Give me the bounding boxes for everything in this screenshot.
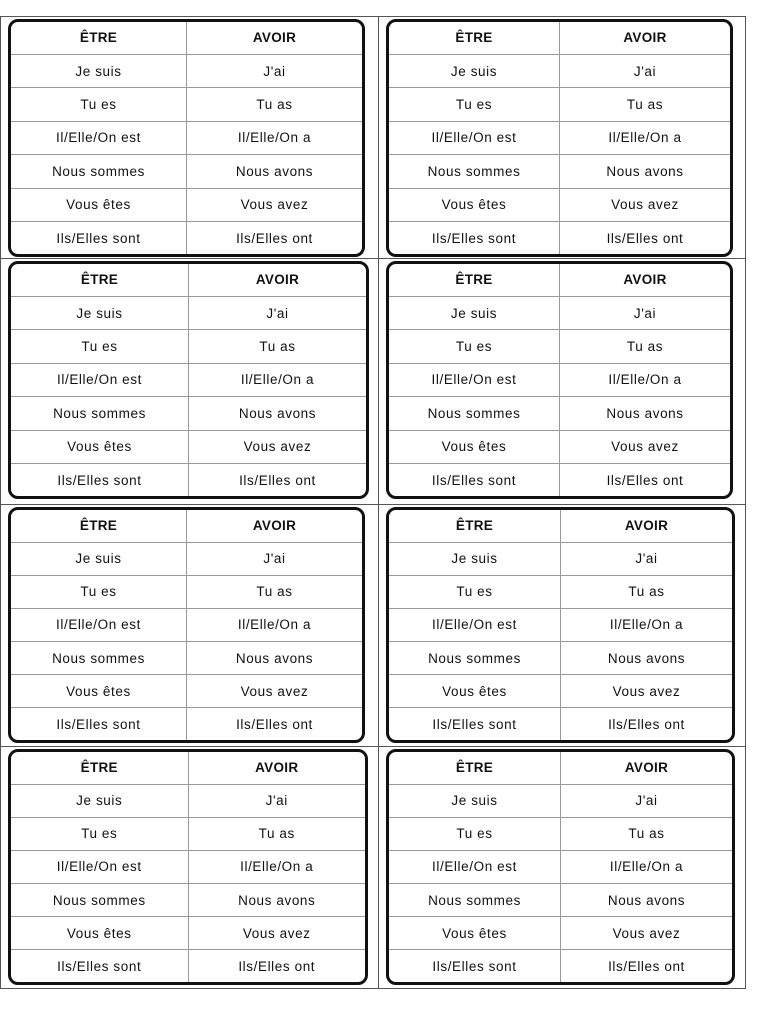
conjugation-table — [389, 264, 730, 496]
table-row — [11, 330, 366, 363]
etre-form: Nous sommes — [389, 884, 561, 917]
table-header-row — [389, 264, 730, 296]
avoir-form: Tu as — [561, 575, 733, 608]
avoir-form: J'ai — [188, 784, 365, 817]
conjugation-card — [8, 261, 369, 499]
etre-form: Vous êtes — [11, 430, 189, 463]
avoir-form: Vous avez — [189, 430, 367, 463]
conjugation-table — [11, 510, 362, 740]
table-row — [389, 575, 732, 608]
table-row — [11, 188, 362, 221]
etre-form: Ils/Elles sont — [389, 950, 561, 982]
etre-form: Il/Elle/On est — [11, 850, 188, 883]
table-row — [389, 363, 730, 396]
table-row — [389, 784, 732, 817]
conjugation-table — [389, 510, 732, 740]
avoir-form: Il/Elle/On a — [561, 608, 733, 641]
avoir-form: Il/Elle/On a — [560, 363, 731, 396]
etre-form: Il/Elle/On est — [389, 121, 560, 154]
etre-form: Vous êtes — [389, 188, 560, 221]
table-row — [389, 675, 732, 708]
table-row — [11, 784, 365, 817]
etre-form: Nous sommes — [389, 397, 560, 430]
table-row — [11, 675, 362, 708]
avoir-form: Tu as — [187, 88, 363, 121]
header-etre: ÊTRE — [389, 264, 560, 296]
header-avoir: AVOIR — [189, 264, 367, 296]
table-header-row — [11, 752, 365, 784]
etre-form: Il/Elle/On est — [11, 363, 189, 396]
avoir-form: Vous avez — [560, 430, 731, 463]
header-avoir: AVOIR — [187, 510, 363, 542]
table-row — [389, 188, 730, 221]
table-row — [11, 884, 365, 917]
table-row — [389, 222, 730, 254]
etre-form: Je suis — [389, 542, 561, 575]
etre-form: Je suis — [389, 784, 561, 817]
avoir-form: Ils/Elles ont — [236, 230, 313, 246]
avoir-form: Nous avons — [187, 155, 363, 188]
table-row — [389, 708, 732, 740]
etre-form: Nous sommes — [11, 397, 189, 430]
header-avoir: AVOIR — [561, 510, 733, 542]
conjugation-table — [389, 22, 730, 254]
etre-form: Tu es — [11, 575, 187, 608]
header-avoir: AVOIR — [187, 22, 363, 54]
conjugation-card — [386, 19, 733, 257]
avoir-form: Il/Elle/On a — [560, 121, 731, 154]
avoir-form: Il/Elle/On a — [187, 121, 363, 154]
conjugation-card — [386, 507, 735, 743]
table-row — [11, 88, 362, 121]
etre-form: Ils/Elles sont — [11, 708, 187, 740]
avoir-form: Ils/Elles ont — [606, 472, 684, 488]
avoir-form: Il/Elle/On a — [187, 608, 363, 641]
avoir-form: J'ai — [187, 542, 363, 575]
table-row — [389, 917, 732, 950]
header-etre: ÊTRE — [11, 510, 187, 542]
etre-form: Il/Elle/On est — [389, 608, 561, 641]
table-header-row — [389, 22, 730, 54]
etre-form: Tu es — [389, 330, 560, 363]
avoir-form: J'ai — [561, 542, 733, 575]
etre-form: Ils/Elles sont — [11, 464, 189, 496]
table-row — [11, 121, 362, 154]
etre-form: Tu es — [11, 330, 189, 363]
conjugation-table — [11, 22, 362, 254]
etre-form: Ils/Elles sont — [389, 464, 560, 496]
table-row — [389, 296, 730, 329]
header-avoir: AVOIR — [561, 752, 733, 784]
table-header-row — [389, 510, 732, 542]
etre-form: Ils/Elles sont — [389, 708, 561, 740]
avoir-form: Vous avez — [187, 188, 363, 221]
avoir-form: Nous avons — [561, 642, 733, 675]
table-row — [389, 397, 730, 430]
avoir-form: Nous avons — [189, 397, 367, 430]
etre-form: Tu es — [389, 88, 560, 121]
cut-line — [0, 988, 746, 989]
table-row — [11, 608, 362, 641]
table-row — [11, 464, 366, 496]
table-row — [11, 222, 362, 254]
avoir-form: Nous avons — [561, 884, 733, 917]
etre-form: Tu es — [389, 817, 561, 850]
cut-line — [0, 16, 1, 988]
avoir-form: Tu as — [188, 817, 365, 850]
header-etre: ÊTRE — [11, 264, 189, 296]
etre-form: Je suis — [389, 54, 560, 87]
table-row — [11, 155, 362, 188]
etre-form: Nous sommes — [11, 642, 187, 675]
etre-form: Ils/Elles sont — [11, 222, 187, 254]
conjugation-table — [11, 752, 365, 982]
avoir-form: Vous avez — [560, 188, 731, 221]
table-header-row — [389, 752, 732, 784]
avoir-form: Nous avons — [560, 155, 731, 188]
avoir-form: Il/Elle/On a — [561, 850, 733, 883]
avoir-form: Nous avons — [187, 642, 363, 675]
avoir-form: J'ai — [560, 54, 731, 87]
table-row — [389, 950, 732, 982]
cut-line — [378, 16, 379, 988]
etre-form: Vous êtes — [389, 430, 560, 463]
etre-form: Il/Elle/On est — [389, 850, 561, 883]
table-row — [11, 54, 362, 87]
cut-line — [745, 16, 746, 988]
etre-form: Nous sommes — [11, 884, 188, 917]
conjugation-card — [8, 507, 365, 743]
cut-line — [0, 504, 746, 505]
avoir-form: J'ai — [187, 54, 363, 87]
table-row — [389, 121, 730, 154]
etre-form: Vous êtes — [11, 188, 187, 221]
table-row — [389, 884, 732, 917]
table-header-row — [11, 22, 362, 54]
conjugation-card — [8, 749, 368, 985]
table-row — [11, 817, 365, 850]
table-row — [11, 575, 362, 608]
etre-form: Je suis — [11, 542, 187, 575]
avoir-form: Vous avez — [561, 675, 733, 708]
table-row — [11, 296, 366, 329]
conjugation-table — [389, 752, 732, 982]
avoir-form: Ils/Elles ont — [606, 230, 684, 246]
conjugation-card — [386, 261, 733, 499]
avoir-form: Vous avez — [187, 675, 363, 708]
table-header-row — [11, 510, 362, 542]
table-row — [11, 430, 366, 463]
header-etre: ÊTRE — [11, 752, 188, 784]
etre-form: Tu es — [11, 88, 187, 121]
avoir-form: Nous avons — [188, 884, 365, 917]
table-row — [389, 850, 732, 883]
etre-form: Vous êtes — [389, 675, 561, 708]
etre-form: Ils/Elles sont — [11, 950, 188, 982]
conjugation-card — [386, 749, 735, 985]
table-row — [389, 608, 732, 641]
etre-form: Je suis — [11, 54, 187, 87]
avoir-form: Tu as — [561, 817, 733, 850]
table-row — [389, 817, 732, 850]
etre-form: Je suis — [11, 296, 189, 329]
header-etre: ÊTRE — [389, 752, 561, 784]
conjugation-table — [11, 264, 366, 496]
etre-form: Nous sommes — [11, 155, 187, 188]
avoir-form: Tu as — [560, 330, 731, 363]
avoir-form: Ils/Elles ont — [608, 958, 685, 974]
cut-line — [0, 16, 746, 17]
table-row — [11, 542, 362, 575]
avoir-form: Vous avez — [188, 917, 365, 950]
avoir-form: J'ai — [560, 296, 731, 329]
table-row — [389, 430, 730, 463]
cut-line — [0, 746, 746, 747]
avoir-form: J'ai — [561, 784, 733, 817]
header-etre: ÊTRE — [389, 510, 561, 542]
table-row — [389, 330, 730, 363]
etre-form: Il/Elle/On est — [389, 363, 560, 396]
avoir-form: J'ai — [189, 296, 367, 329]
table-row — [389, 88, 730, 121]
header-avoir: AVOIR — [560, 22, 731, 54]
header-etre: ÊTRE — [389, 22, 560, 54]
etre-form: Il/Elle/On est — [11, 121, 187, 154]
avoir-form: Tu as — [187, 575, 363, 608]
avoir-form: Tu as — [560, 88, 731, 121]
cut-line — [0, 258, 746, 259]
avoir-form: Ils/Elles ont — [608, 716, 685, 732]
table-row — [11, 397, 366, 430]
etre-form: Vous êtes — [11, 675, 187, 708]
table-header-row — [11, 264, 366, 296]
table-row — [389, 54, 730, 87]
table-row — [11, 917, 365, 950]
etre-form: Ils/Elles sont — [389, 222, 560, 254]
avoir-form: Ils/Elles ont — [239, 472, 316, 488]
avoir-form: Il/Elle/On a — [188, 850, 365, 883]
etre-form: Tu es — [389, 575, 561, 608]
etre-form: Nous sommes — [389, 642, 561, 675]
avoir-form: Ils/Elles ont — [238, 958, 316, 974]
table-row — [389, 155, 730, 188]
table-row — [11, 950, 365, 982]
etre-form: Je suis — [11, 784, 188, 817]
header-avoir: AVOIR — [188, 752, 365, 784]
table-row — [11, 708, 362, 740]
etre-form: Nous sommes — [389, 155, 560, 188]
etre-form: Il/Elle/On est — [11, 608, 187, 641]
avoir-form: Nous avons — [560, 397, 731, 430]
avoir-form: Vous avez — [561, 917, 733, 950]
table-row — [11, 642, 362, 675]
etre-form: Vous êtes — [11, 917, 188, 950]
avoir-form: Tu as — [189, 330, 367, 363]
etre-form: Je suis — [389, 296, 560, 329]
header-avoir: AVOIR — [560, 264, 731, 296]
avoir-form: Ils/Elles ont — [236, 716, 313, 732]
table-row — [389, 642, 732, 675]
table-row — [389, 542, 732, 575]
etre-form: Vous êtes — [389, 917, 561, 950]
header-etre: ÊTRE — [11, 22, 187, 54]
conjugation-card — [8, 19, 365, 257]
avoir-form: Il/Elle/On a — [189, 363, 367, 396]
table-row — [389, 464, 730, 496]
table-row — [11, 850, 365, 883]
table-row — [11, 363, 366, 396]
etre-form: Tu es — [11, 817, 188, 850]
